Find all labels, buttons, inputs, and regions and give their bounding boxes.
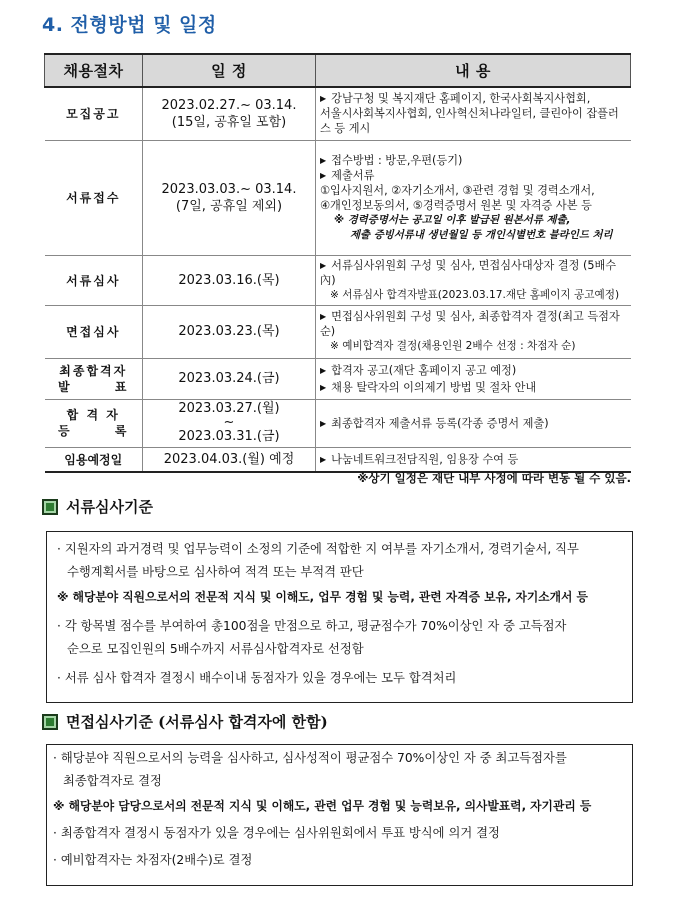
date-line: 2023.03.24.(금): [178, 371, 280, 386]
table-row: [45, 305, 631, 358]
content-note: ※ 예비합격자 결정(채용인원 2배수 선정 : 차점자 순): [330, 340, 576, 352]
header-content: 내 용: [316, 54, 631, 87]
stage-cell: [45, 399, 143, 447]
header-date: 일 정: [143, 54, 316, 87]
content-line: ④개인정보동의서, ⑤경력증명서 원본 및 자격증 사본 등: [320, 198, 592, 212]
date-line: ~: [223, 415, 235, 430]
page-title: 4. 전형방법 및 일정: [42, 14, 217, 36]
schedule-footnote: ※상기 일정은 재단 내부 사정에 따라 변동 될 수 있음.: [357, 471, 631, 485]
date-line: 2023.02.27.~ 03.14.: [161, 97, 297, 113]
section-heading-interview: [42, 711, 328, 732]
content-note: 제출 증빙서류내 생년월일 등 개인식별번호 블라인드 처리: [350, 228, 613, 241]
date-cell: [143, 399, 316, 447]
content-cell: [316, 255, 631, 305]
content-line: 합격자 공고(재단 홈페이지 공고 예정): [331, 363, 517, 377]
date-line: (15일, 공휴일 포함): [171, 114, 287, 130]
content-line: 면접심사위원회 구성 및 심사, 최종합격자 결정(최고 득점자 순): [320, 310, 620, 338]
criteria-line: 수행계획서를 바탕으로 심사하여 적격 또는 부적격 판단: [67, 565, 364, 579]
criteria-line: 순으로 모집인원의 5배수까지 서류심사합격자로 선정함: [67, 642, 364, 656]
section-title: 서류심사기준: [66, 498, 153, 516]
triangle-bullet-icon: ▶: [320, 365, 327, 375]
table-row: [45, 358, 631, 399]
triangle-bullet-icon: ▶: [320, 155, 327, 165]
date-cell: [143, 447, 316, 472]
stage-line: 합 격 자: [66, 408, 120, 422]
criteria-line: · 해당분야 직원으로서의 능력을 심사하고, 심사성적이 평균점수 70%이상인 자 중 최고득점자를: [53, 751, 567, 765]
date-line: 2023.03.31.(금): [178, 429, 280, 444]
triangle-bullet-icon: ▶: [320, 312, 327, 321]
stage-cell: 임용예정일: [45, 447, 143, 472]
triangle-bullet-icon: ▶: [320, 418, 327, 428]
criteria-line: 최종합격자로 결정: [63, 774, 162, 788]
section-heading-document-review: [42, 496, 153, 517]
content-cell: [316, 399, 631, 447]
content-note: ※ 경력증명서는 공고일 이후 발급된 원본서류 제출,: [334, 213, 571, 226]
stage-line: 발 표: [58, 379, 129, 394]
content-cell: [316, 140, 631, 255]
date-cell: [143, 305, 316, 358]
table-row: [45, 399, 631, 447]
date-line: 2023.04.03.(월) 예정: [163, 451, 295, 467]
date-cell: [143, 358, 316, 399]
stage-line: 등 록: [58, 424, 129, 438]
criteria-line: · 각 항목별 점수를 부여하여 총100점을 만점으로 하고, 평균점수가 70%이상인 자 중 고득점자: [57, 619, 567, 633]
square-bullet-icon: [42, 499, 58, 515]
section-title: 면접심사기준 (서류심사 합격자에 한함): [66, 713, 328, 731]
content-note: ※ 서류심사 합격자발표(2023.03.17.재단 홈페이지 공고예정): [330, 288, 620, 301]
content-cell: [316, 305, 631, 358]
stage-cell: 서류심사: [45, 255, 143, 305]
schedule-table: [44, 53, 631, 473]
content-line: 강남구청 및 복지재단 홈페이지, 한국사회복지사협회,: [331, 92, 591, 106]
date-line: (7일, 공휴일 제외): [175, 198, 283, 214]
criteria-line: · 최종합격자 결정시 동점자가 있을 경우에는 심사위원회에서 투표 방식에 의거 결정: [53, 826, 500, 840]
criteria-note: ※ 해당분야 담당으로서의 전문적 지식 및 이해도, 관련 업무 경험 및 능력보유, 의사발표력, 자기관리 등: [53, 799, 592, 813]
triangle-bullet-icon: ▶: [320, 382, 327, 392]
stage-cell: 면접심사: [45, 305, 143, 358]
criteria-note: ※ 해당분야 직원으로서의 전문적 지식 및 이해도, 업무 경험 및 능력, 관련 자격증 보유, 자기소개서 등: [57, 590, 588, 604]
table-row: [45, 255, 631, 305]
date-cell: [143, 255, 316, 305]
table-header-row: [45, 54, 631, 87]
stage-line: 최종합격자: [59, 363, 128, 378]
table-row: [45, 447, 631, 472]
date-line: 2023.03.23.(목): [178, 324, 280, 339]
content-line: 서울시사회복지사협회, 인사혁신처나라일터, 클린아이 잡플러스 등 게시: [320, 107, 619, 136]
content-line: 채용 탈락자의 이의제기 방법 및 절차 안내: [331, 380, 537, 394]
square-bullet-icon: [42, 714, 58, 730]
stage-cell: 서류접수: [45, 140, 143, 255]
content-line: 제출서류: [331, 168, 375, 182]
triangle-bullet-icon: ▶: [320, 454, 327, 464]
interview-criteria-box: [46, 744, 633, 886]
document-review-criteria-box: [46, 531, 633, 703]
content-cell: [316, 87, 631, 140]
stage-cell: 모집공고: [45, 87, 143, 140]
criteria-line: · 지원자의 과거경력 및 업무능력이 소정의 기준에 적합한 지 여부를 자기소개서, 경력기술서, 직무: [57, 542, 579, 556]
criteria-line: · 서류 심사 합격자 결정시 배수이내 동점자가 있을 경우에는 모두 합격처리: [57, 671, 457, 685]
criteria-line: · 예비합격자는 차점자(2배수)로 결정: [53, 853, 253, 867]
content-line: 서류심사위원회 구성 및 심사, 면접심사대상자 결정 (5배수 內): [320, 258, 617, 287]
content-line: 나눔네트워크전담직원, 임용장 수여 등: [331, 452, 519, 466]
header-stage: 채용절차: [45, 54, 143, 87]
date-line: 2023.03.27.(월): [178, 401, 280, 416]
date-line: 2023.03.03.~ 03.14.: [161, 181, 297, 197]
content-cell: [316, 358, 631, 399]
date-cell: [143, 140, 316, 255]
triangle-bullet-icon: ▶: [320, 94, 327, 104]
content-cell: [316, 447, 631, 472]
stage-cell: [45, 358, 143, 399]
triangle-bullet-icon: ▶: [320, 170, 327, 180]
date-line: 2023.03.16.(목): [178, 272, 280, 288]
content-line: 최종합격자 제출서류 등록(각종 증명서 제출): [331, 416, 549, 430]
date-cell: [143, 87, 316, 140]
content-line: 접수방법 : 방문,우편(등기): [331, 153, 463, 167]
table-row: [45, 140, 631, 255]
content-line: ①입사지원서, ②자기소개서, ③관련 경험 및 경력소개서,: [320, 183, 595, 197]
table-row: [45, 87, 631, 140]
triangle-bullet-icon: ▶: [320, 260, 327, 270]
